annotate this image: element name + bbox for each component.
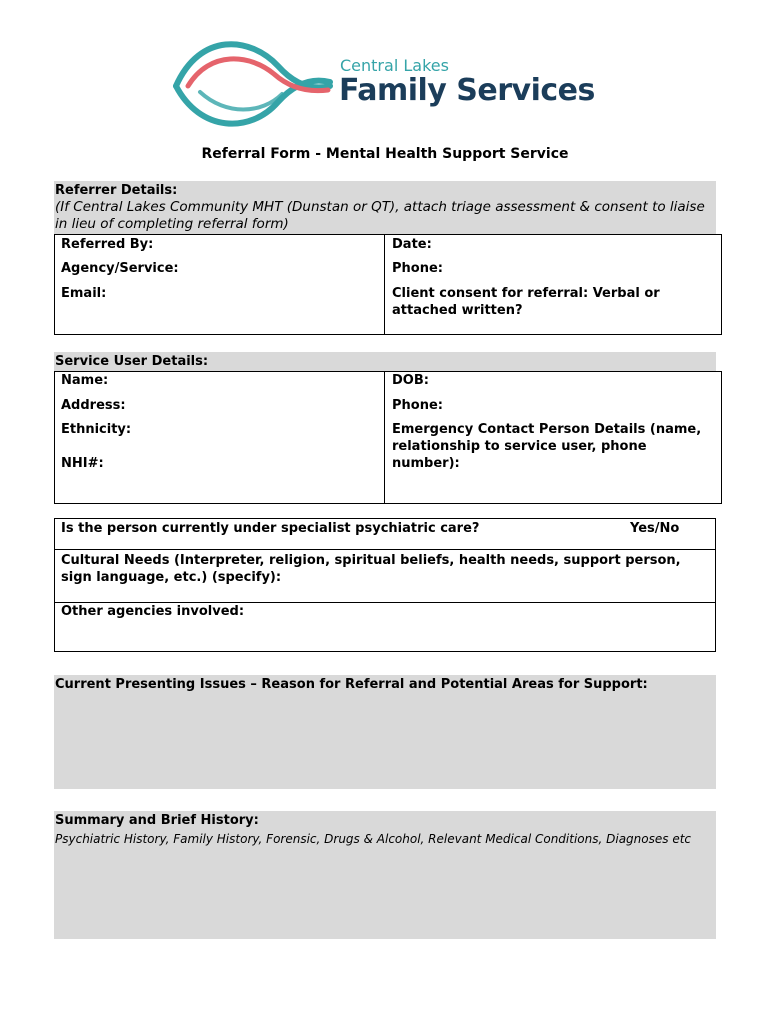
client-consent-label: Client consent for referral: Verbal or attached written?: [392, 286, 660, 318]
cultural-needs-label: Cultural Needs (Interpreter, religion, spiritual beliefs, health needs, support person, sign language, etc.) (specify):: [61, 553, 681, 585]
summary-history-note: Psychiatric History, Family History, Forensic, Drugs & Alcohol, Relevant Medical Conditions, Diagnoses etc: [55, 832, 692, 846]
summary-history-heading: Summary and Brief History:: [55, 813, 259, 828]
referrer-note: (If Central Lakes Community MHT (Dunstan or QT), attach triage assessment & consent to liaise in lieu of completing referral form): [55, 199, 705, 232]
service-user-phone-label: Phone:: [392, 398, 443, 413]
form-title: Referral Form - Mental Health Support Service: [201, 146, 569, 162]
psychiatric-care-answer: Yes/No: [630, 521, 680, 536]
service-user-name-label: Name:: [61, 373, 109, 388]
presenting-issues-heading: Current Presenting Issues – Reason for Referral and Potential Areas for Support:: [55, 677, 648, 692]
brand-name-main: Family Services: [339, 73, 595, 108]
referrer-heading: Referrer Details:: [55, 183, 178, 198]
ethnicity-label: Ethnicity:: [61, 422, 132, 437]
other-agencies-label: Other agencies involved:: [61, 604, 245, 619]
service-user-heading: Service User Details:: [55, 354, 209, 369]
service-user-address-label: Address:: [61, 398, 126, 413]
agency-service-label: Agency/Service:: [61, 261, 179, 276]
psychiatric-care-question: Is the person currently under specialist psychiatric care?: [61, 521, 480, 536]
service-user-dob-label: DOB:: [392, 373, 429, 388]
referrer-email-label: Email:: [61, 286, 107, 301]
referred-by-label: Referred By:: [61, 237, 154, 252]
referrer-date-label: Date:: [392, 237, 432, 252]
referrer-phone-label: Phone:: [392, 261, 443, 276]
nhi-label: NHI#:: [61, 456, 104, 471]
emergency-contact-label: Emergency Contact Person Details (name, relationship to service user, phone number):: [392, 422, 702, 471]
logo-waves-graphic: [170, 40, 335, 135]
brand-name-top: Central Lakes: [340, 56, 449, 75]
